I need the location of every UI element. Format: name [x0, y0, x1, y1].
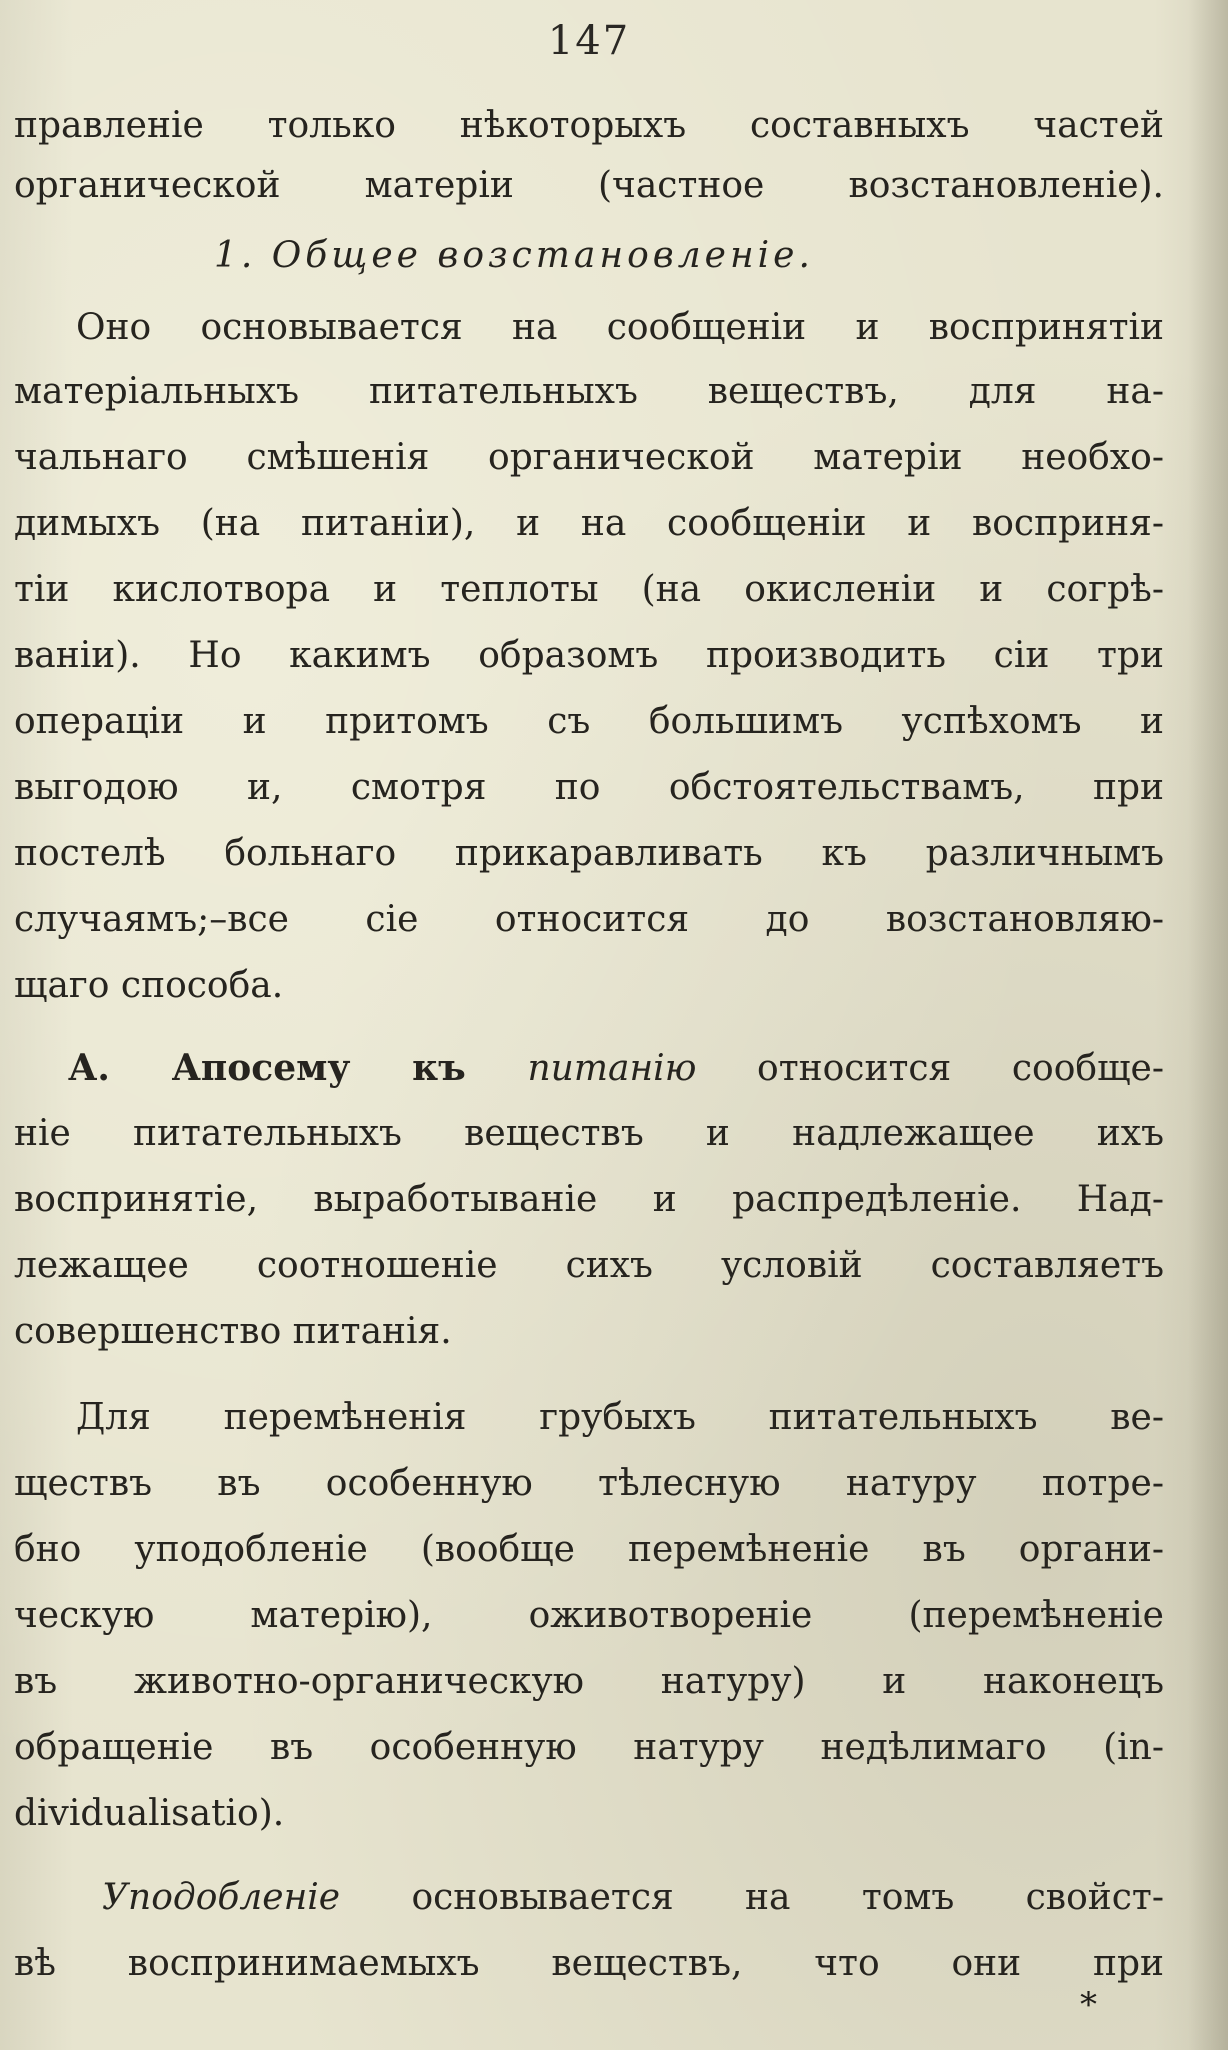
text-line-7: димыхъ (на питаніи), и на сообщеніи и восприня-	[14, 503, 1164, 544]
text-line-28: вѣ воспринимаемыхъ веществъ, что они при	[14, 1943, 1164, 1984]
text-line-8: тіи кислотвора и теплоты (на окисленіи и согрѣ-	[14, 569, 1164, 610]
footer-asterisk: *	[1080, 1985, 1097, 2025]
text-line-16: ніе питательныхъ веществъ и надлежащее ихъ	[14, 1113, 1164, 1154]
text-line-26: dividualisatio).	[14, 1793, 285, 1834]
text-line-10: операціи и притомъ съ большимъ успѣхомъ и	[14, 701, 1164, 742]
page-number: 147	[547, 18, 631, 64]
text-line-25: обращеніе въ особенную натуру недѣлимаго (in-	[14, 1727, 1164, 1768]
text-line-9: ваніи). Но какимъ образомъ производить сіи три	[14, 635, 1164, 676]
text-line-15-rest: относится сообще-	[696, 1048, 1165, 1089]
text-line-13: случаямъ;–все сіе относится до возстановляю-	[14, 899, 1164, 940]
text-line-2: органической матеріи (частное возстановленіе).	[14, 165, 1164, 206]
section-heading: 1. Общее возстановленіе.	[214, 235, 814, 276]
text-line-17: воспринятіе, выработываніе и распредѣленіе. Над-	[14, 1179, 1164, 1220]
text-line-27-rest: основывается на томъ свойст-	[340, 1877, 1164, 1918]
text-line-15	[68, 1048, 1164, 1089]
text-line-5: матеріальныхъ питательныхъ веществъ, для на-	[14, 371, 1164, 412]
text-line-12: постелѣ больнаго прикаравливать къ различнымъ	[14, 833, 1164, 874]
emphasis-pitaniyu: питанію	[527, 1048, 697, 1089]
paragraph-a-lead: А. Апосему къ	[68, 1047, 528, 1089]
text-line-19: совершенство питанія.	[14, 1311, 452, 1352]
text-line-24: въ животно-органическую натуру) и наконецъ	[14, 1661, 1164, 1702]
text-line-14: щаго способа.	[14, 965, 284, 1006]
text-line-27	[102, 1878, 1164, 1918]
text-line-4: Оно основывается на сообщеніи и воспринятіи	[76, 307, 1164, 348]
emphasis-upodoblenie: Уподобленіе	[102, 1877, 341, 1918]
text-line-22: бно уподобленіе (вообще перемѣненіе въ органи-	[14, 1529, 1164, 1570]
text-line-1: правленіе только нѣкоторыхъ составныхъ частей	[14, 105, 1164, 146]
text-line-21: ществъ въ особенную тѣлесную натуру потре-	[14, 1463, 1164, 1504]
text-line-20: Для перемѣненія грубыхъ питательныхъ ве-	[76, 1397, 1164, 1438]
text-line-6: чальнаго смѣшенія органической матеріи необхо-	[14, 437, 1164, 478]
text-line-23: ческую матерію), оживотвореніе (перемѣненіе	[14, 1595, 1164, 1636]
text-line-11: выгодою и, смотря по обстоятельствамъ, при	[14, 767, 1164, 808]
page-edge-shadow	[1188, 0, 1228, 2050]
text-line-18: лежащее соотношеніе сихъ условій составляетъ	[14, 1245, 1164, 1286]
book-page	[14, 18, 1164, 2038]
